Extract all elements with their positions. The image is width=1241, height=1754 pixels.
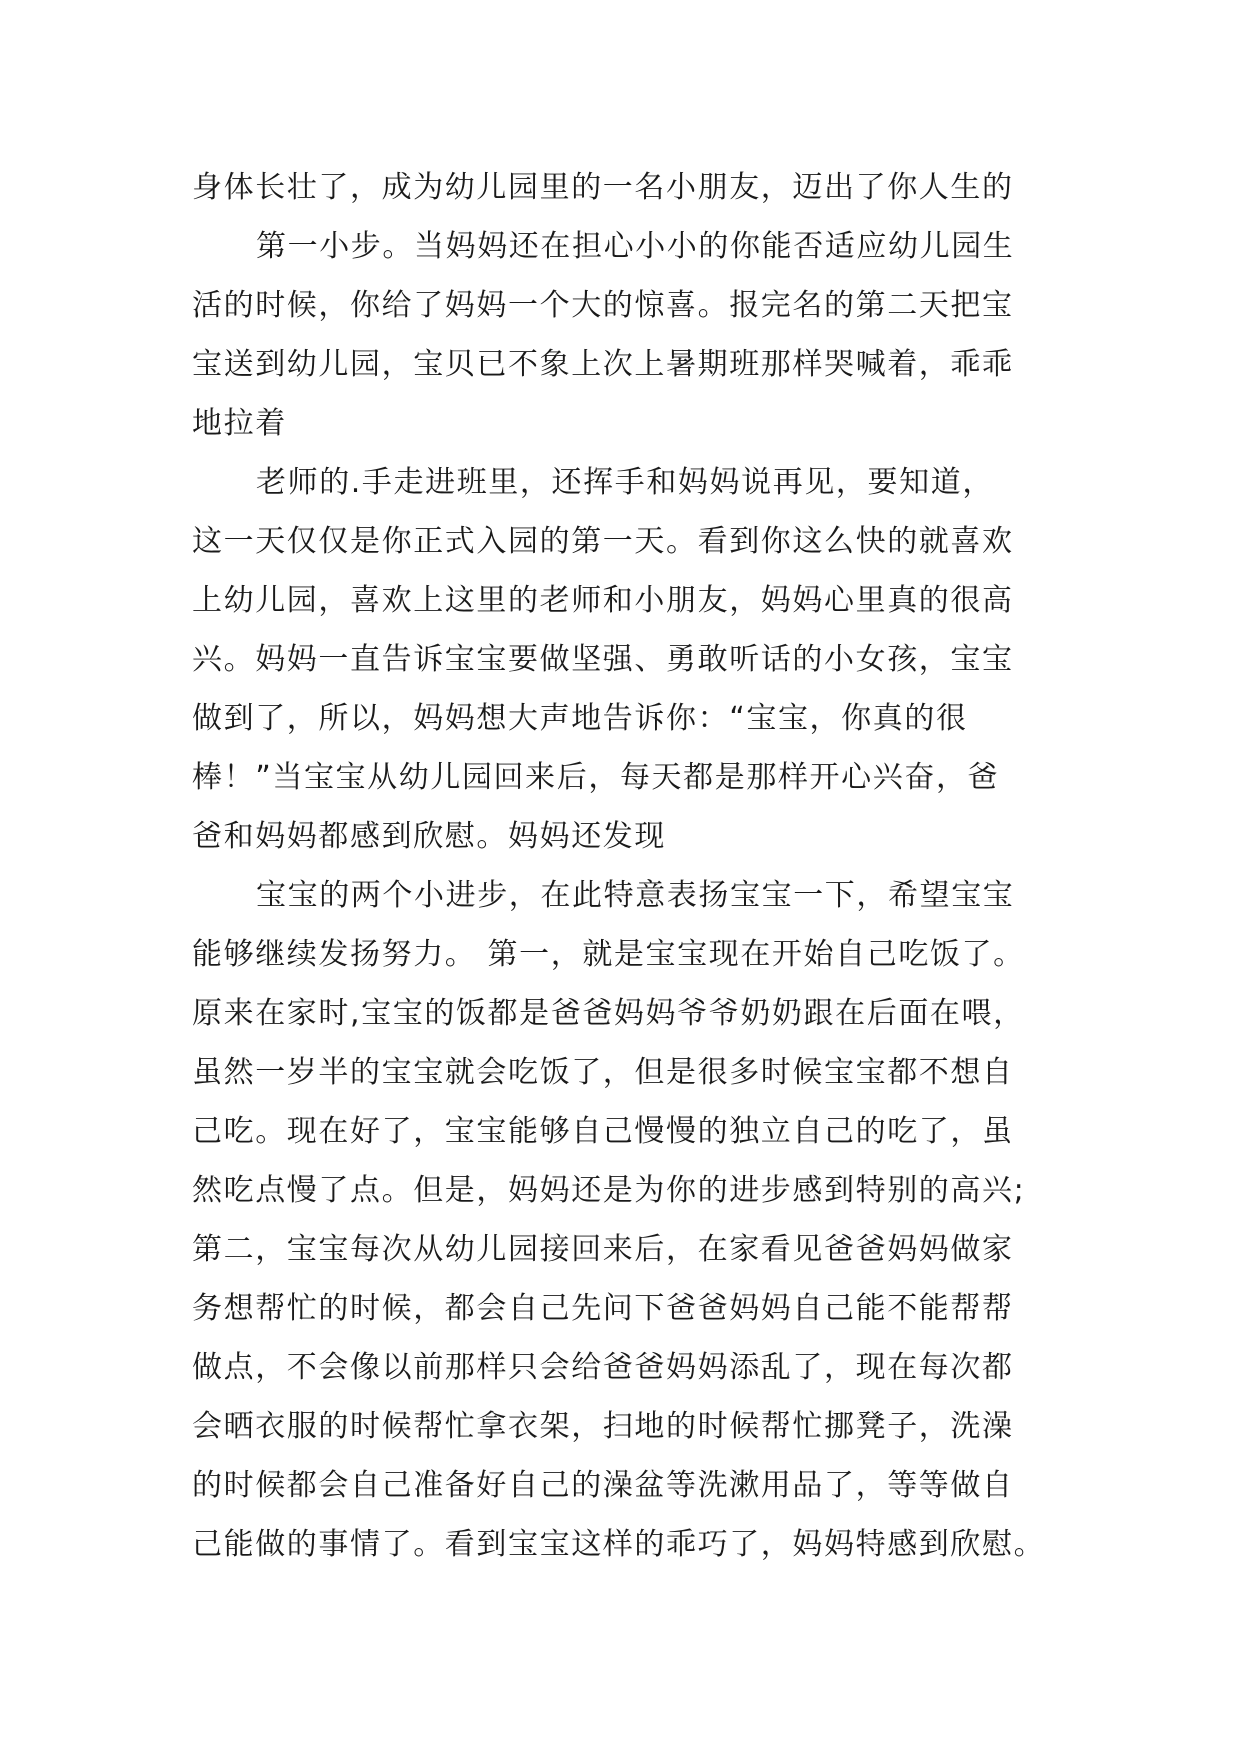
text-line: 活的时候，你给了妈妈一个大的惊喜。报完名的第二天把宝 xyxy=(192,288,1014,323)
text-line: 老师的.手走进班里，还挥手和妈妈说再见，要知道， xyxy=(256,465,994,500)
text-line: 爸和妈妈都感到欣慰。妈妈还发现 xyxy=(192,819,666,854)
text-line: 己吃。现在好了，宝宝能够自己慢慢的独立自己的吃了，虽 xyxy=(192,1114,1014,1149)
text-line: 上幼儿园，喜欢上这里的老师和小朋友，妈妈心里真的很高 xyxy=(192,583,1014,618)
text-line: 原来在家时,宝宝的饭都是爸爸妈妈爷爷奶奶跟在后面在喂， xyxy=(192,996,1025,1031)
text-line: 虽然一岁半的宝宝就会吃饭了，但是很多时候宝宝都不想自 xyxy=(192,1055,1014,1090)
text-line: 会晒衣服的时候帮忙拿衣架，扫地的时候帮忙挪凳子，洗澡 xyxy=(192,1409,1014,1444)
text-line: 身体长壮了，成为幼儿园里的一名小朋友，迈出了你人生的 xyxy=(192,170,1014,205)
text-line: 棒！”当宝宝从幼儿园回来后，每天都是那样开心兴奋，爸 xyxy=(192,760,1000,795)
text-line: 宝宝的两个小进步，在此特意表扬宝宝一下，希望宝宝 xyxy=(256,878,1015,913)
text-line: 兴。妈妈一直告诉宝宝要做坚强、勇敢听话的小女孩，宝宝 xyxy=(192,642,1014,677)
text-line: 务想帮忙的时候，都会自己先问下爸爸妈妈自己能不能帮帮 xyxy=(192,1291,1014,1326)
text-line: 己能做的事情了。看到宝宝这样的乖巧了，妈妈特感到欣慰。 xyxy=(192,1527,1046,1562)
text-line: 的时候都会自己准备好自己的澡盆等洗漱用品了，等等做自 xyxy=(192,1468,1014,1503)
text-line: 做点，不会像以前那样只会给爸爸妈妈添乱了，现在每次都 xyxy=(192,1350,1014,1385)
text-line: 能够继续发扬努力。 第一，就是宝宝现在开始自己吃饭了。 xyxy=(192,937,1025,972)
text-line: 地拉着 xyxy=(192,406,287,441)
text-line: 这一天仅仅是你正式入园的第一天。看到你这么快的就喜欢 xyxy=(192,524,1014,559)
text-line: 第二，宝宝每次从幼儿园接回来后，在家看见爸爸妈妈做家 xyxy=(192,1232,1014,1267)
text-line: 然吃点慢了点。但是，妈妈还是为你的进步感到特别的高兴; xyxy=(192,1173,1026,1208)
text-line: 第一小步。当妈妈还在担心小小的你能否适应幼儿园生 xyxy=(256,229,1015,264)
text-line: 做到了，所以，妈妈想大声地告诉你：“宝宝，你真的很 xyxy=(192,701,968,736)
text-line: 宝送到幼儿园，宝贝已不象上次上暑期班那样哭喊着，乖乖 xyxy=(192,347,1014,382)
body-text xyxy=(192,158,1072,1574)
